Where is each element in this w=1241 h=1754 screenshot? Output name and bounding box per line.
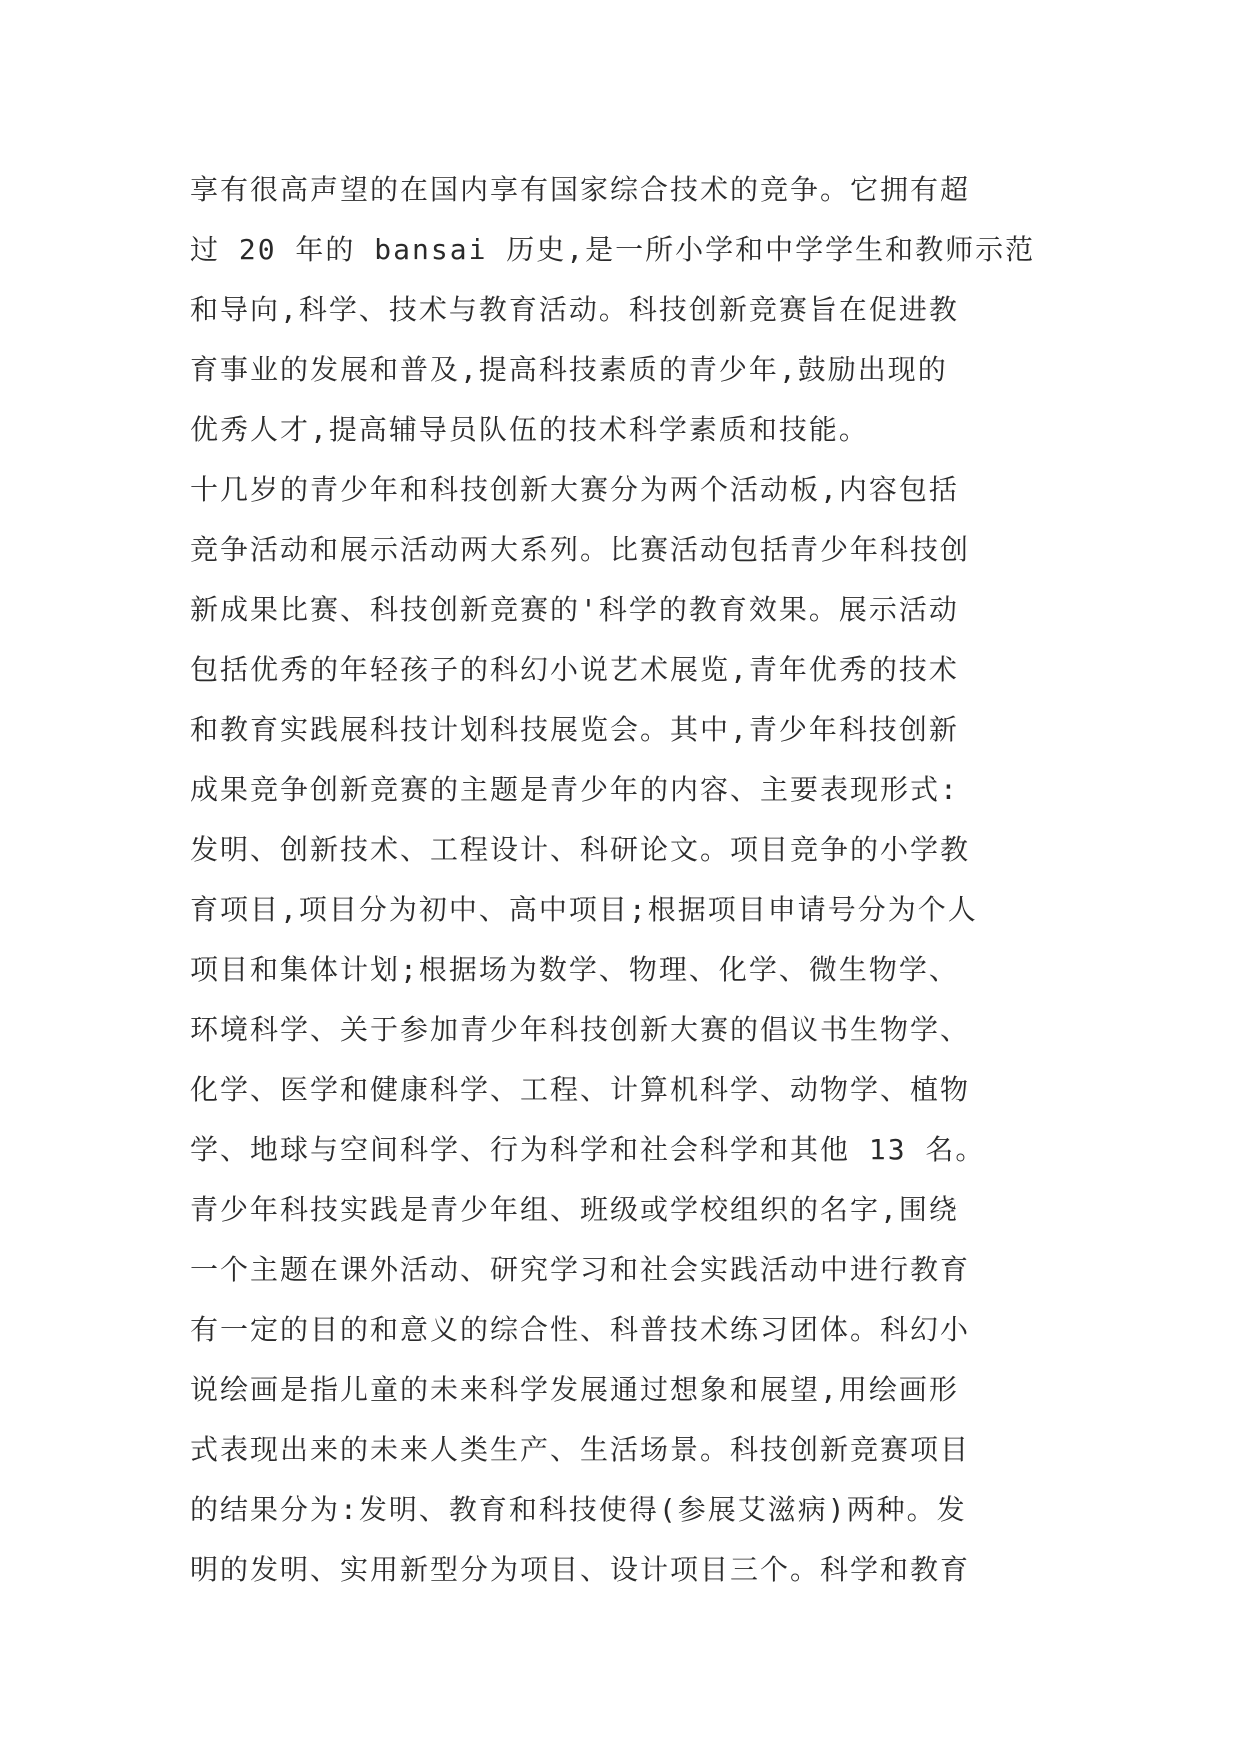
text-line: 青少年科技实践是青少年组、班级或学校组织的名字,围绕 xyxy=(190,1193,959,1226)
text-line: 说绘画是指儿童的未来科学发展通过想象和展望,用绘画形 xyxy=(190,1373,959,1406)
text-line: 和导向,科学、技术与教育活动。科技创新竞赛旨在促进教 xyxy=(190,293,959,326)
text-line: 一个主题在课外活动、研究学习和社会实践活动中进行教育 xyxy=(190,1253,971,1286)
text-line: 发明、创新技术、工程设计、科研论文。项目竞争的小学教 xyxy=(190,833,971,866)
text-line: 过 20 年的 bansai 历史,是一所小学和中学学生和教师示范 xyxy=(190,233,1036,266)
text-line: 式表现出来的未来人类生产、生活场景。科技创新竞赛项目 xyxy=(190,1433,971,1466)
text-line: 竞争活动和展示活动两大系列。比赛活动包括青少年科技创 xyxy=(190,533,971,566)
text-line: 和教育实践展科技计划科技展览会。其中,青少年科技创新 xyxy=(190,713,959,746)
text-line: 享有很高声望的在国内享有国家综合技术的竞争。它拥有超 xyxy=(190,173,971,206)
text-line: 项目和集体计划;根据场为数学、物理、化学、微生物学、 xyxy=(190,953,959,986)
text-line: 育事业的发展和普及,提高科技素质的青少年,鼓励出现的 xyxy=(190,353,948,386)
text-line: 的结果分为:发明、教育和科技使得(参展艾滋病)两种。发 xyxy=(190,1493,967,1526)
text-line: 新成果比赛、科技创新竞赛的'科学的教育效果。展示活动 xyxy=(190,593,959,626)
text-line: 学、地球与空间科学、行为科学和社会科学和其他 13 名。 xyxy=(190,1133,986,1166)
text-line: 优秀人才,提高辅导员队伍的技术科学素质和技能。 xyxy=(190,413,869,446)
text-line: 环境科学、关于参加青少年科技创新大赛的倡议书生物学、 xyxy=(190,1013,971,1046)
text-line: 包括优秀的年轻孩子的科幻小说艺术展览,青年优秀的技术 xyxy=(190,653,959,686)
text-line: 化学、医学和健康科学、工程、计算机科学、动物学、植物 xyxy=(190,1073,971,1106)
text-line: 育项目,项目分为初中、高中项目;根据项目申请号分为个人 xyxy=(190,893,978,926)
body-text xyxy=(190,160,1070,1600)
text-line: 明的发明、实用新型分为项目、设计项目三个。科学和教育 xyxy=(190,1553,971,1586)
text-line: 十几岁的青少年和科技创新大赛分为两个活动板,内容包括 xyxy=(190,473,959,506)
text-line: 成果竞争创新竞赛的主题是青少年的内容、主要表现形式: xyxy=(190,773,959,806)
text-line: 有一定的目的和意义的综合性、科普技术练习团体。科幻小 xyxy=(190,1313,971,1346)
